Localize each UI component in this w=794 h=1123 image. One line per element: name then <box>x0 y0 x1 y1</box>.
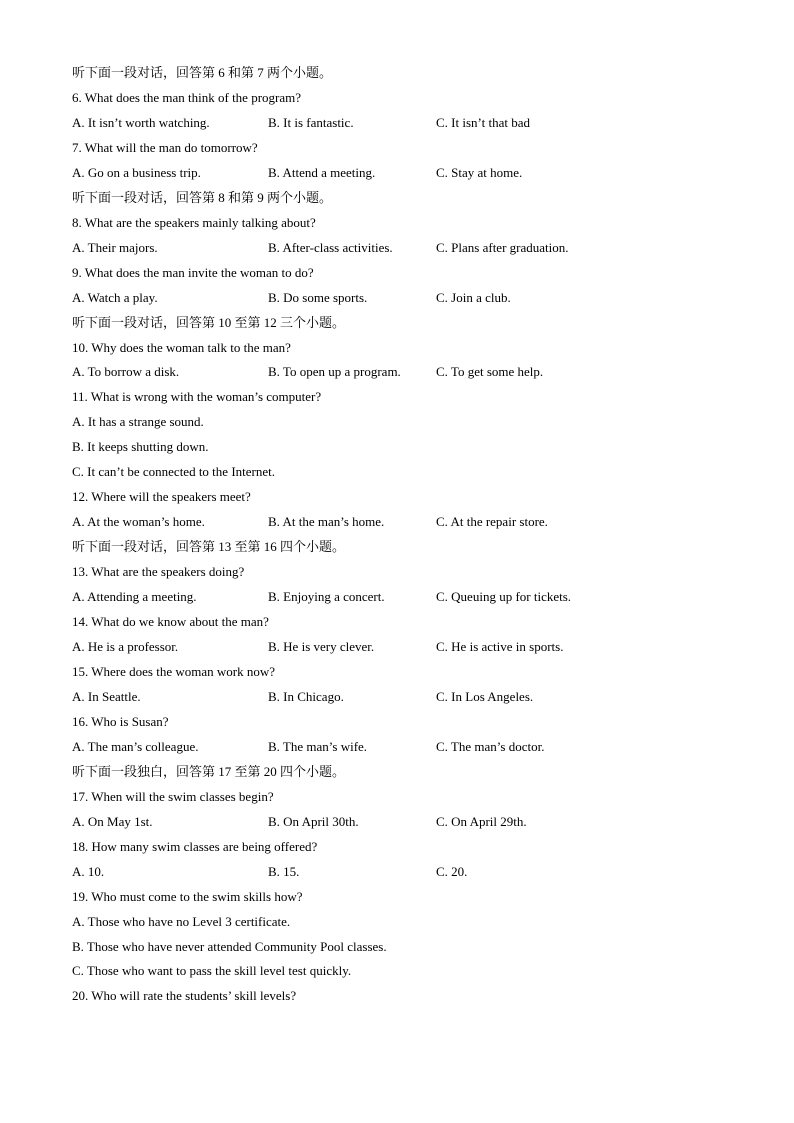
question-20: 20. Who will rate the students’ skill levels? <box>72 988 297 1003</box>
option-a: A. 10. <box>72 864 105 879</box>
option-a: A. Their majors. <box>72 240 158 255</box>
option-c: C. Plans after graduation. <box>436 240 569 255</box>
question-18: 18. How many swim classes are being offered? <box>72 839 318 854</box>
option-a: A. The man’s colleague. <box>72 739 199 754</box>
option-c: C. To get some help. <box>436 364 544 379</box>
option-b: B. Attend a meeting. <box>268 165 376 180</box>
option-b: B. Do some sports. <box>268 290 368 305</box>
section-heading: 听下面一段对话，回答第 13 至第 16 四个小题。 <box>72 539 346 554</box>
option-b: B. 15. <box>268 864 300 879</box>
question-14: 14. What do we know about the man? <box>72 614 269 629</box>
option-b: B. The man’s wife. <box>268 739 368 754</box>
question-19: 19. Who must come to the swim skills how? <box>72 889 303 904</box>
section-heading: 听下面一段对话，回答第 6 和第 7 两个小题。 <box>72 65 333 80</box>
option-c: C. Join a club. <box>436 290 511 305</box>
option-a: A. He is a professor. <box>72 639 179 654</box>
question-13: 13. What are the speakers doing? <box>72 564 245 579</box>
option-b: B. It keeps shutting down. <box>72 439 209 454</box>
option-c: C. At the repair store. <box>436 514 548 529</box>
question-16: 16. Who is Susan? <box>72 714 169 729</box>
option-b: B. It is fantastic. <box>268 115 354 130</box>
question-8: 8. What are the speakers mainly talking about? <box>72 215 316 230</box>
option-a: A. It has a strange sound. <box>72 414 204 429</box>
option-c: C. In Los Angeles. <box>436 689 534 704</box>
question-15: 15. Where does the woman work now? <box>72 664 276 679</box>
option-b: B. To open up a program. <box>268 364 401 379</box>
option-b: B. He is very clever. <box>268 639 375 654</box>
option-c: C. It isn’t that bad <box>436 115 531 130</box>
question-10: 10. Why does the woman talk to the man? <box>72 340 291 355</box>
option-a: A. To borrow a disk. <box>72 364 180 379</box>
option-b: B. At the man’s home. <box>268 514 385 529</box>
question-11: 11. What is wrong with the woman’s computer? <box>72 389 322 404</box>
option-c: C. The man’s doctor. <box>436 739 545 754</box>
option-c: C. It can’t be connected to the Internet. <box>72 464 275 479</box>
option-a: A. It isn’t worth watching. <box>72 115 210 130</box>
section-heading: 听下面一段对话，回答第 10 至第 12 三个小题。 <box>72 315 346 330</box>
question-17: 17. When will the swim classes begin? <box>72 789 274 804</box>
option-c: C. Those who want to pass the skill level test quickly. <box>72 963 352 978</box>
option-a: A. On May 1st. <box>72 814 153 829</box>
option-c: C. On April 29th. <box>436 814 527 829</box>
option-c: C. Queuing up for tickets. <box>436 589 572 604</box>
question-9: 9. What does the man invite the woman to do? <box>72 265 314 280</box>
option-c: C. He is active in sports. <box>436 639 564 654</box>
option-b: B. On April 30th. <box>268 814 359 829</box>
question-12: 12. Where will the speakers meet? <box>72 489 251 504</box>
option-a: A. At the woman’s home. <box>72 514 205 529</box>
option-a: A. Attending a meeting. <box>72 589 197 604</box>
option-b: B. Those who have never attended Community Pool classes. <box>72 939 387 954</box>
option-b: B. In Chicago. <box>268 689 344 704</box>
option-a: A. Watch a play. <box>72 290 158 305</box>
question-6: 6. What does the man think of the program? <box>72 90 302 105</box>
option-b: B. After-class activities. <box>268 240 393 255</box>
option-c: C. 20. <box>436 864 468 879</box>
option-a: A. Those who have no Level 3 certificate. <box>72 914 291 929</box>
section-heading: 听下面一段对话，回答第 8 和第 9 两个小题。 <box>72 190 333 205</box>
question-7: 7. What will the man do tomorrow? <box>72 140 258 155</box>
option-a: A. In Seattle. <box>72 689 141 704</box>
option-a: A. Go on a business trip. <box>72 165 201 180</box>
option-b: B. Enjoying a concert. <box>268 589 385 604</box>
option-c: C. Stay at home. <box>436 165 523 180</box>
section-heading: 听下面一段独白，回答第 17 至第 20 四个小题。 <box>72 764 346 779</box>
